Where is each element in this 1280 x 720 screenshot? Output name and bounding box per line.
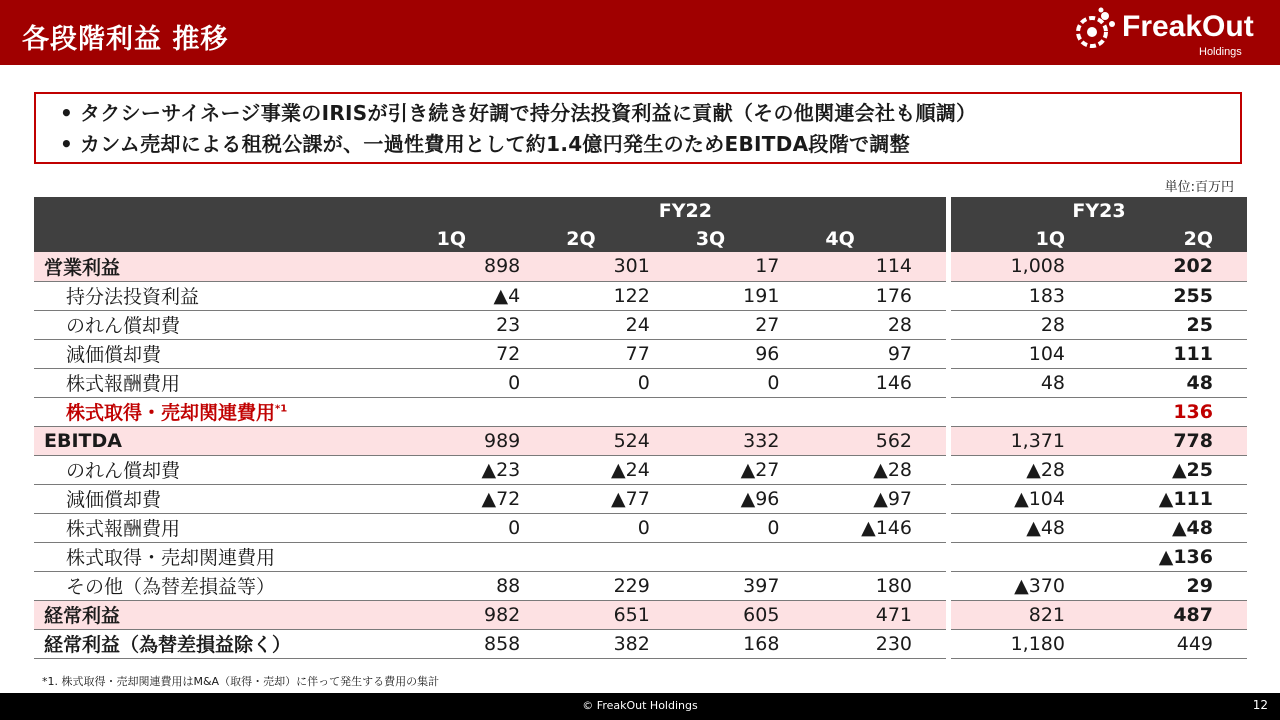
value-cell: 0	[684, 513, 814, 542]
value-cell: ▲27	[684, 455, 814, 484]
table-row	[951, 281, 1247, 310]
value-cell	[951, 397, 1099, 426]
value-cell: ▲136	[1099, 542, 1247, 571]
row-label: 株式取得・売却関連費用$^{*1}$	[34, 397, 425, 426]
summary-box	[34, 92, 1242, 164]
value-cell: 122	[554, 281, 684, 310]
value-cell: 989	[425, 426, 555, 455]
value-cell: 72	[425, 339, 555, 368]
value-cell: 605	[684, 600, 814, 629]
row-label: その他（為替差損益等）	[34, 571, 425, 600]
value-cell: 114	[813, 252, 946, 281]
value-cell: ▲111	[1099, 484, 1247, 513]
value-cell: ▲48	[1099, 513, 1247, 542]
value-cell: 104	[951, 339, 1099, 368]
value-cell	[951, 542, 1099, 571]
row-label: 営業利益	[34, 252, 425, 281]
logo-subtext: Holdings	[1199, 46, 1242, 58]
table-row	[951, 542, 1247, 571]
value-cell: ▲28	[813, 455, 946, 484]
value-cell: 1,371	[951, 426, 1099, 455]
value-cell: 858	[425, 629, 555, 658]
table-row	[951, 310, 1247, 339]
value-cell	[425, 542, 555, 571]
slide-footer	[0, 693, 1280, 720]
header-blank	[34, 197, 425, 225]
value-cell: 0	[684, 368, 814, 397]
value-cell: 562	[813, 426, 946, 455]
table-row	[34, 397, 946, 426]
value-cell: ▲104	[951, 484, 1099, 513]
table-row	[951, 426, 1247, 455]
value-cell: 77	[554, 339, 684, 368]
value-cell: ▲24	[554, 455, 684, 484]
value-cell	[684, 397, 814, 426]
value-cell	[684, 542, 814, 571]
table-row	[34, 600, 946, 629]
table-row	[34, 484, 946, 513]
value-cell: ▲25	[1099, 455, 1247, 484]
value-cell	[554, 542, 684, 571]
table-row	[951, 513, 1247, 542]
value-cell: 471	[813, 600, 946, 629]
value-cell: 229	[554, 571, 684, 600]
table-row	[34, 368, 946, 397]
slide-header	[0, 0, 1280, 65]
value-cell: 1,180	[951, 629, 1099, 658]
table-row	[34, 310, 946, 339]
table-row	[951, 368, 1247, 397]
value-cell: 27	[684, 310, 814, 339]
value-cell: 48	[1099, 368, 1247, 397]
unit-label: 単位:百万円	[1164, 180, 1234, 195]
row-label: 経常利益	[34, 600, 425, 629]
value-cell: 25	[1099, 310, 1247, 339]
value-cell: 146	[813, 368, 946, 397]
value-cell: 191	[684, 281, 814, 310]
value-cell: 382	[554, 629, 684, 658]
value-cell: 88	[425, 571, 555, 600]
page-number: 12	[1252, 698, 1268, 712]
value-cell: ▲4	[425, 281, 555, 310]
value-cell: ▲28	[951, 455, 1099, 484]
value-cell: 0	[425, 368, 555, 397]
value-cell: ▲77	[554, 484, 684, 513]
fy22-header: FY22	[425, 197, 946, 225]
value-cell: 136	[1099, 397, 1247, 426]
value-cell: 180	[813, 571, 946, 600]
row-label: 株式取得・売却関連費用	[34, 542, 425, 571]
table-row	[951, 339, 1247, 368]
row-label: のれん償却費	[34, 455, 425, 484]
value-cell: ▲370	[951, 571, 1099, 600]
value-cell: 24	[554, 310, 684, 339]
value-cell: 111	[1099, 339, 1247, 368]
table-row	[34, 252, 946, 281]
table-row	[34, 629, 946, 658]
value-cell: 23	[425, 310, 555, 339]
value-cell: 1,008	[951, 252, 1099, 281]
value-cell: 0	[425, 513, 555, 542]
value-cell: ▲96	[684, 484, 814, 513]
logo-wordmark: FreakOut	[1122, 10, 1254, 43]
value-cell: ▲146	[813, 513, 946, 542]
value-cell: ▲97	[813, 484, 946, 513]
value-cell	[425, 397, 555, 426]
value-cell: 255	[1099, 281, 1247, 310]
table-row	[951, 397, 1247, 426]
row-label: 減価償却費	[34, 484, 425, 513]
copyright: © FreakOut Holdings	[582, 699, 698, 712]
row-label: 株式報酬費用	[34, 513, 425, 542]
table-row	[951, 629, 1247, 658]
value-cell: 332	[684, 426, 814, 455]
value-cell: 183	[951, 281, 1099, 310]
quarter-header: 4Q	[825, 227, 855, 250]
table-row	[951, 455, 1247, 484]
table-row	[34, 455, 946, 484]
value-cell: 898	[425, 252, 555, 281]
value-cell: 651	[554, 600, 684, 629]
value-cell: 28	[951, 310, 1099, 339]
table-row	[951, 571, 1247, 600]
value-cell: 0	[554, 368, 684, 397]
fy22-table	[34, 197, 946, 659]
value-cell	[813, 542, 946, 571]
table-row	[951, 252, 1247, 281]
footnote: *1. 株式取得・売却関連費用はM&A（取得・売却）に伴って発生する費用の集計	[42, 675, 440, 688]
value-cell: 28	[813, 310, 946, 339]
value-cell: 397	[684, 571, 814, 600]
table-row	[951, 600, 1247, 629]
value-cell	[813, 397, 946, 426]
value-cell: 202	[1099, 252, 1247, 281]
value-cell: ▲72	[425, 484, 555, 513]
table-row	[951, 484, 1247, 513]
quarter-header: 1Q	[436, 227, 467, 250]
row-label: 経常利益（為替差損益除く）	[34, 629, 425, 658]
quarter-header: 2Q	[1099, 225, 1247, 252]
row-label: EBITDA	[34, 426, 425, 455]
summary-bullet: • タクシーサイネージ事業のIRISが引き続き好調で持分法投資利益に貢献（その他関連会社も順調）	[60, 101, 977, 125]
value-cell: 168	[684, 629, 814, 658]
table-row	[34, 281, 946, 310]
quarter-header: 3Q	[695, 227, 726, 250]
summary-bullet: • カンム売却による租税公課が、一過性費用として約1.4億円発生のためEBITDA段階で調整	[60, 132, 910, 156]
table-row	[34, 571, 946, 600]
value-cell	[554, 397, 684, 426]
table-row	[34, 542, 946, 571]
value-cell: 524	[554, 426, 684, 455]
value-cell: 48	[951, 368, 1099, 397]
value-cell: 17	[684, 252, 814, 281]
value-cell: 96	[684, 339, 814, 368]
row-label: 減価償却費	[34, 339, 425, 368]
value-cell: 176	[813, 281, 946, 310]
table-row	[34, 426, 946, 455]
value-cell: 0	[554, 513, 684, 542]
value-cell: ▲48	[951, 513, 1099, 542]
value-cell: 449	[1099, 629, 1247, 658]
company-logo	[1072, 6, 1262, 62]
quarter-header: 1Q	[951, 225, 1099, 252]
page-title: 各段階利益 推移	[22, 24, 229, 55]
value-cell: 778	[1099, 426, 1247, 455]
table-row	[34, 513, 946, 542]
value-cell: 97	[813, 339, 946, 368]
value-cell: 230	[813, 629, 946, 658]
row-label: 株式報酬費用	[34, 368, 425, 397]
value-cell: 982	[425, 600, 555, 629]
fy23-header: FY23	[951, 197, 1247, 225]
quarter-header: 2Q	[566, 227, 596, 250]
logo-mark-icon	[1072, 6, 1120, 54]
value-cell: 29	[1099, 571, 1247, 600]
header-blank	[34, 225, 425, 252]
fy23-table	[951, 197, 1247, 659]
row-label: 持分法投資利益	[34, 281, 425, 310]
value-cell: 821	[951, 600, 1099, 629]
table-row	[34, 339, 946, 368]
value-cell: ▲23	[425, 455, 555, 484]
value-cell: 487	[1099, 600, 1247, 629]
value-cell: 301	[554, 252, 684, 281]
row-label: のれん償却費	[34, 310, 425, 339]
